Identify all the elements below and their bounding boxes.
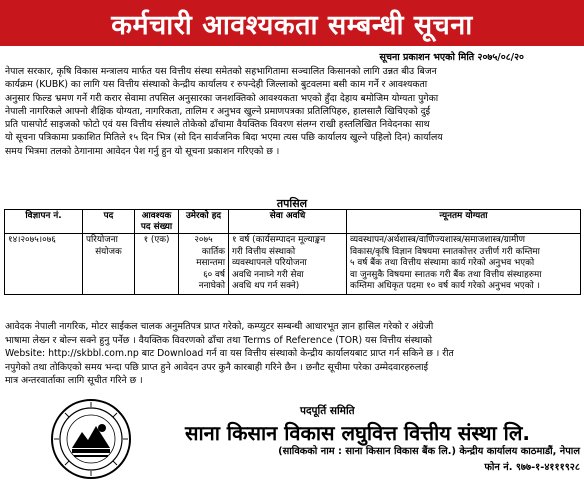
notes-line: नपुगेको तथा तोकिएको समय भन्दा पछि प्राप्त हुने आवेदन उपर कुनै कारबाही गरिने छैन । छनौट सूचीमा परेका उम्मेदवारहरुलाई bbox=[5, 361, 429, 373]
intro-line: नेपाल सरकार, कृषि विकास मन्त्रालय मार्फत यस वित्तीय संस्था समेतको सहभागितामा सञ्चालित किसानको लागि उन्नत बीउ बिजन bbox=[5, 66, 437, 77]
cell-term-line: गरी वित्तीय संस्थाको bbox=[232, 246, 296, 257]
committee-name: पदपूर्ति समिति bbox=[300, 405, 355, 417]
notes-line: भाषामा लेख्न र बोल्न सक्ने हुनु पर्नेछ । वैयक्तिक विवरणको ढाँचा तथा Terms of Reference (TOR) यस वित्तीय संस्थाको bbox=[5, 334, 433, 346]
cell-age bbox=[179, 234, 229, 295]
cell-age-line: ६० वर्ष bbox=[203, 269, 225, 280]
notes-paragraph bbox=[5, 320, 579, 388]
organization-name: साना किसान विकास लघुवित्त वित्तीय संस्था लि. bbox=[184, 421, 531, 445]
cell-post-line: परियोजना bbox=[86, 235, 118, 245]
cell-qualification-line: कम्तिमा अधिकृत पदमा १० वर्ष कार्य गरेको अनुभव भएको । bbox=[350, 281, 540, 292]
cell-term-line: अवधि ननाघ्ने गरी सेवा bbox=[232, 269, 304, 280]
vacancy-table bbox=[4, 209, 581, 295]
organization-phone: फोन नं. ९७७-१-४१११९२८ bbox=[484, 462, 580, 473]
cell-qualification-line: व्यवस्थापन/अर्थशास्त्र/वाणिज्यशास्त्र/समाजशास्त्र/ग्रामीण bbox=[350, 235, 525, 245]
intro-paragraph bbox=[5, 65, 579, 158]
cell-age-line: ननाघेको bbox=[198, 281, 225, 292]
notes-line: आवेदक नेपाली नागरिक, मोटर साईकल चालक अनुमतिपत्र प्राप्त गरेको, कम्प्युटर सम्बन्धी आधारभूत ज्ञान हासिल गरेको र अंग्रेजी bbox=[5, 321, 434, 332]
organization-address: (साविकको नाम : साना किसान विकास बैंक लि.) केन्द्रीय कार्यालय काठमाडौं, नेपाल bbox=[278, 446, 580, 457]
notes-line-text: Website: http://skbbl.com.np बाट Download गर्न वा यस वित्तीय संस्थाको केन्द्रीय कार्यालयबाट प्राप्त गर्न सकिने छ । रीत bbox=[5, 348, 454, 360]
cell-post bbox=[83, 234, 135, 295]
cell-term-line: अवधि थप गर्न सक्ने) bbox=[232, 281, 300, 292]
intro-line: कार्यक्रम (KUBK) का लागि यस वित्तीय संस्थाको केन्द्रीय कार्यालय र रुपन्देही जिल्लाको बुटवलमा बसी काम गर्ने र आवश्यकता bbox=[5, 79, 428, 91]
notes-line bbox=[5, 347, 579, 361]
cell-qualification-line: वा जुनसुकै विषयमा स्नातक गरी बैंक तथा वित्तीय संस्थाहरुमा bbox=[350, 269, 542, 280]
table-header-row bbox=[5, 210, 581, 234]
intro-line: प्रति पासपोर्ट साइजको फोटो एवं यस वित्तीय संस्थाले तोकेको ढाँचामा वैयक्तिक विवरण संलग्न राखी हस्तलिखित निवेदनका साथ bbox=[5, 119, 430, 131]
intro-line: नेपाली नागरिकले आफ्नो शैक्षिक योग्यता, नागरिकता, तालिम र अनुभव खुल्ने प्रमाणपत्रका प्रतिलिपिहरु, हालसालै खिचिएको दुई bbox=[5, 105, 431, 117]
cell-post-line: संयोजक bbox=[95, 246, 122, 257]
intro-line: अनुसार फिल्ड भ्रमण गर्ने गरी करार सेवामा तपसिल अनुसारका जनशक्तिको आवश्यकता भएकाे हुँदा देहाय बमोजिम योग्यता पुगेका bbox=[5, 92, 439, 104]
organization-seal-logo-icon bbox=[50, 398, 132, 480]
publication-date: सूचना प्रकाशन भएको मिति २०७५/०८/२० bbox=[379, 52, 524, 63]
col-header-qualification: न्यूनतम योग्यता bbox=[347, 210, 581, 234]
cell-qualification-line: ५ वर्ष बैंक तथा वित्तीय संस्थामा कार्य गरेको अनुभव भएको bbox=[350, 258, 535, 269]
col-header-count: आवश्यक पद संख्या bbox=[135, 210, 179, 234]
col-header-age: उमेरको हद bbox=[179, 210, 229, 234]
cell-qualification-line: विकास/कृषि विज्ञान विषयमा स्नातकोत्तर उत्तीर्ण गरी कम्तिमा bbox=[350, 246, 540, 257]
cell-term bbox=[229, 234, 347, 295]
cell-term-line: व्यवस्थापनले परियोजना bbox=[232, 258, 307, 269]
cell-qualification bbox=[347, 234, 581, 295]
col-header-post: पद bbox=[83, 210, 135, 234]
cell-ad-no: १४।२०७५।०७६ bbox=[5, 234, 83, 295]
intro-line: समय भित्रमा तलको ठेगानामा आवेदन पेश गर्नु हुन यो सूचना प्रकाशन गरिएको छ । bbox=[5, 145, 280, 157]
notes-line: मात्र अन्तरवार्ताका लागि सूचीत गरिने छ । bbox=[5, 375, 143, 387]
cell-age-line: मसान्तमा bbox=[196, 258, 225, 269]
cell-age-line: २०७५ bbox=[194, 235, 213, 245]
notice-title-banner bbox=[0, 0, 584, 46]
intro-line: यो सूचना पत्रिकामा प्रकाशित मितिले १५ दिन भित्र (सो दिन सार्वजनिक बिदा भएमा त्यस पछि कार्यालय खुल्ने पहिलो दिन) कार्यालय bbox=[5, 132, 443, 144]
col-header-term: सेवा अवधि bbox=[229, 210, 347, 234]
cell-count: १ (एक) bbox=[135, 234, 179, 295]
table-row bbox=[5, 234, 581, 295]
notice-title: कर्मचारी आवश्यकता सम्बन्धी सूचना bbox=[111, 9, 473, 41]
col-header-ad-no: विज्ञापन नं. bbox=[5, 210, 83, 234]
cell-term-line: १ वर्ष (कार्यसम्पादन मूल्याङ्कन bbox=[232, 235, 326, 245]
cell-age-line: कार्तिक bbox=[201, 246, 225, 257]
table-section-title: तपसिल bbox=[276, 197, 308, 210]
